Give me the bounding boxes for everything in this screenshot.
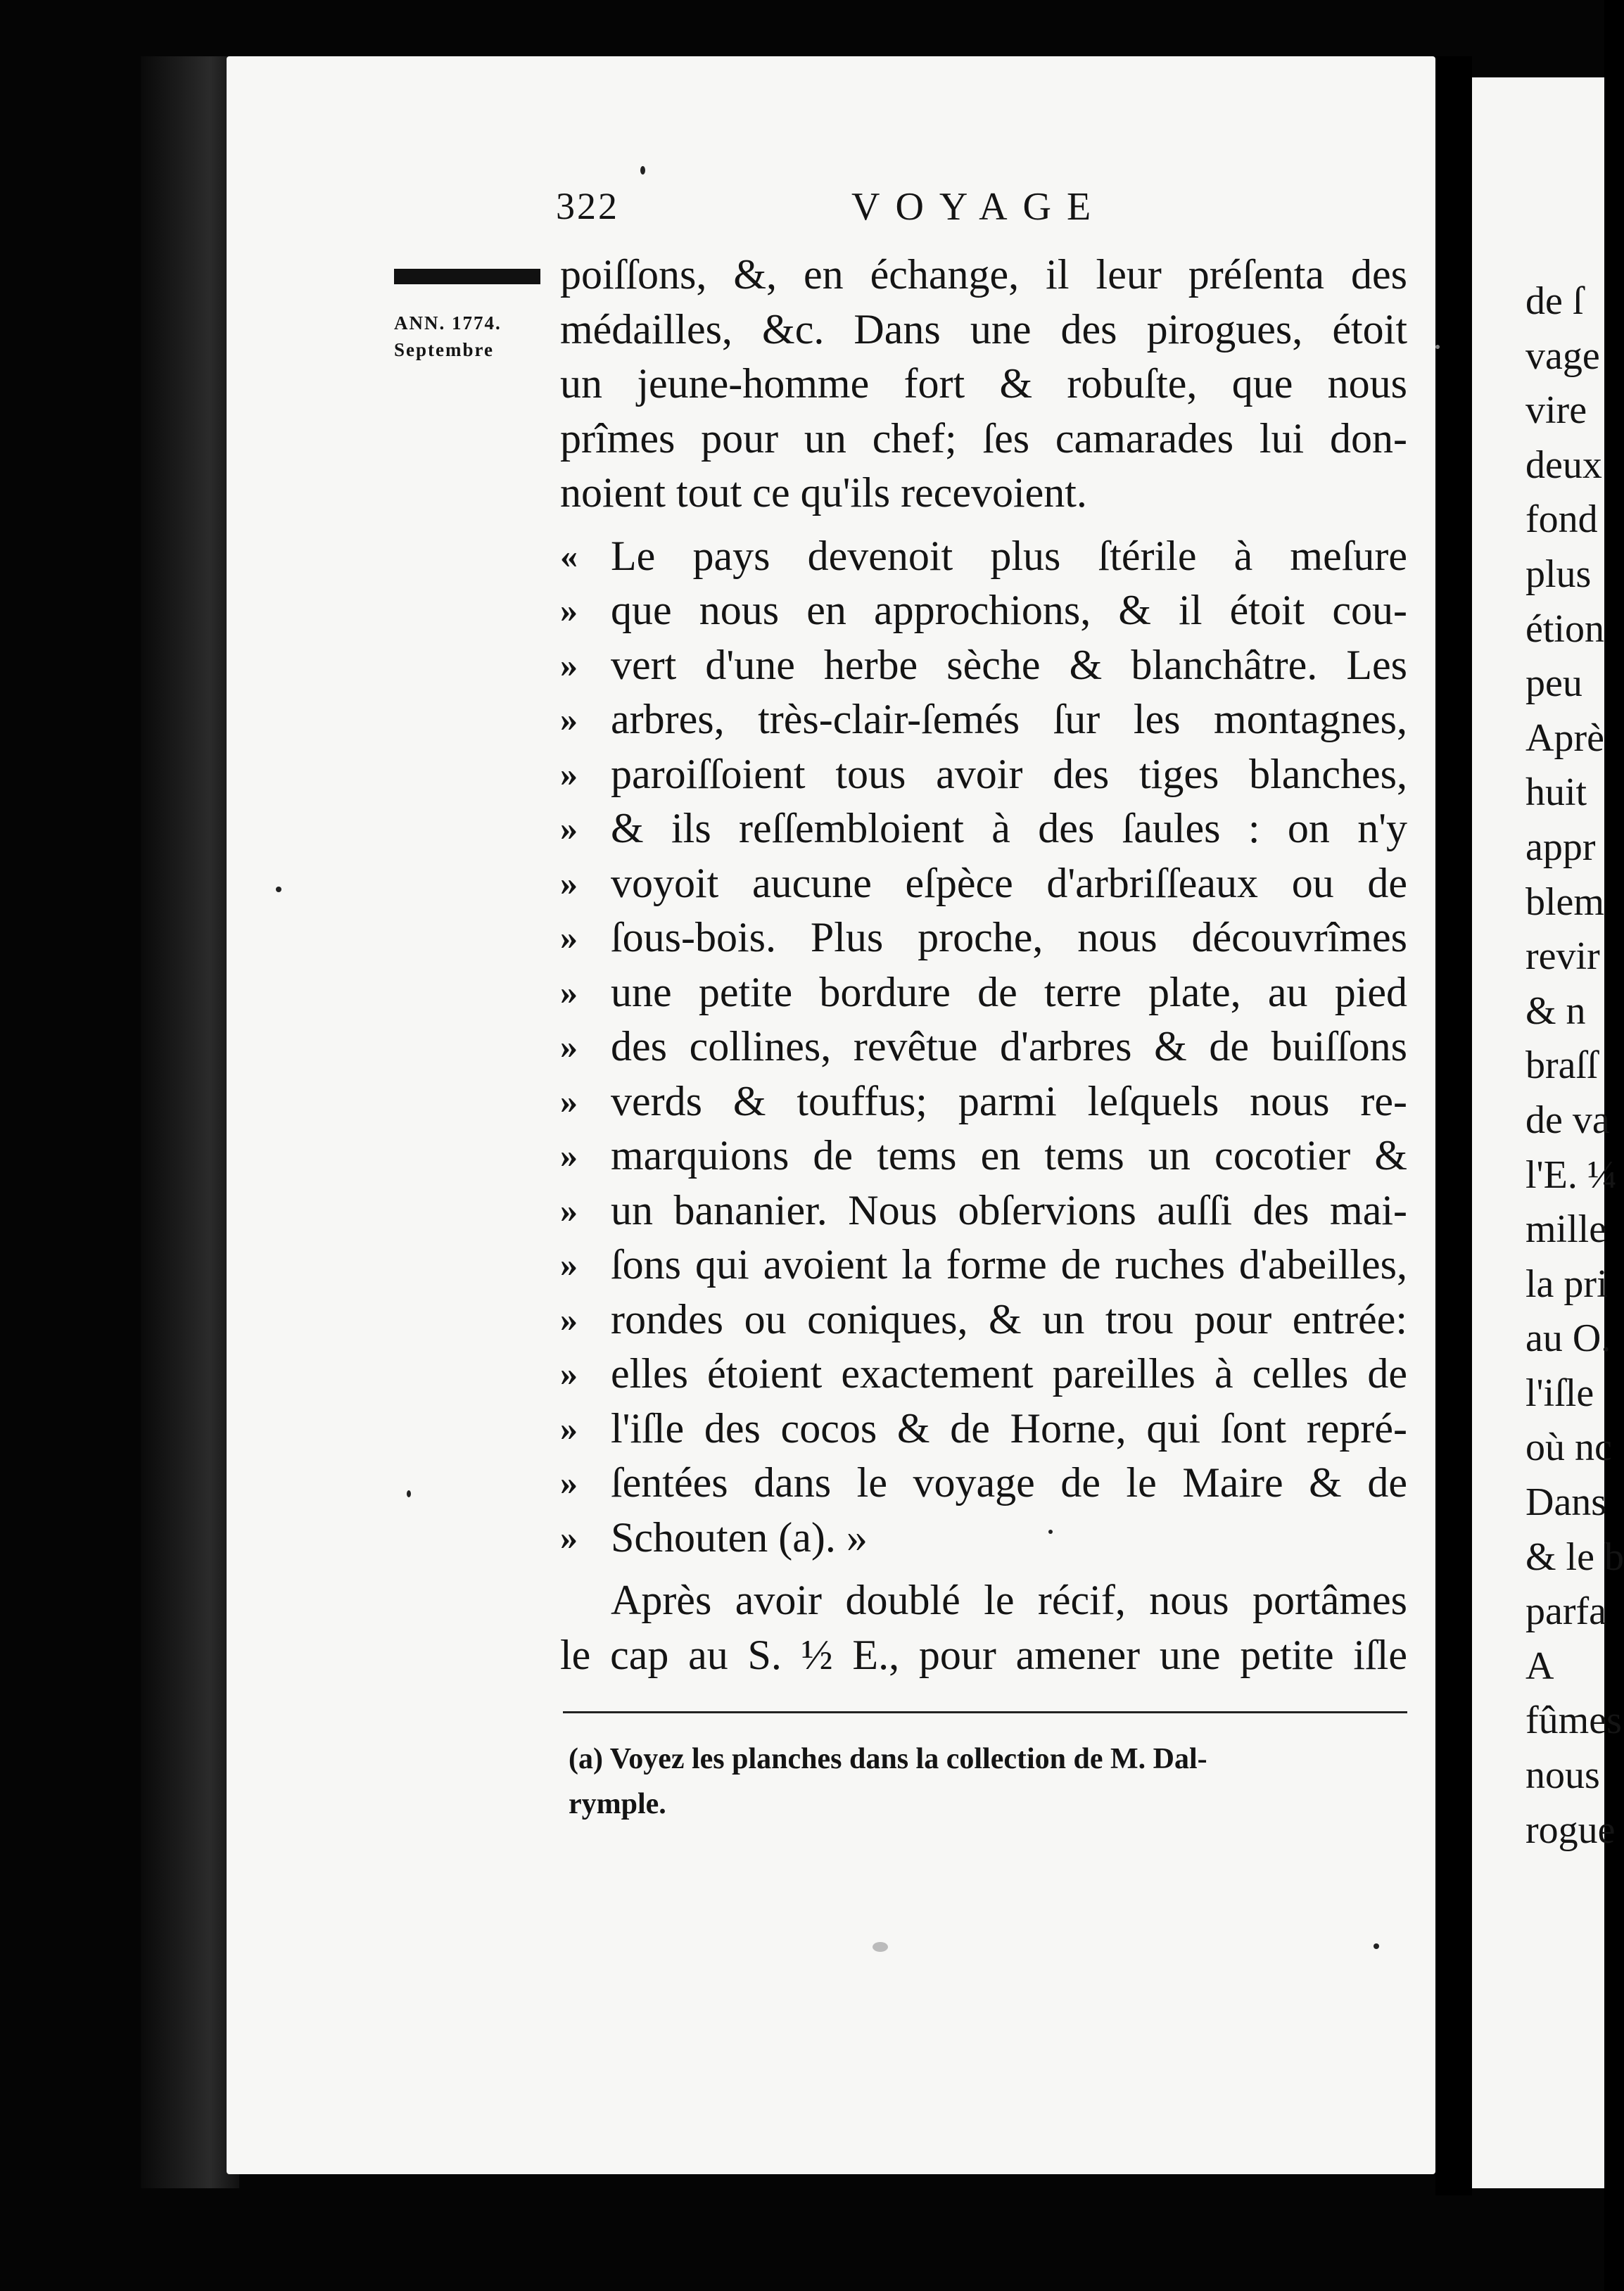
text-line: elles étoient exactement pareilles à celles de bbox=[611, 1350, 1407, 1397]
text-line: un bananier. Nous obſervions auſſi des mai- bbox=[611, 1186, 1407, 1233]
running-title: VOYAGE bbox=[851, 185, 1107, 229]
scan-speck bbox=[407, 1490, 411, 1497]
facing-line: deux bbox=[1525, 443, 1602, 487]
facing-line: vire bbox=[1525, 388, 1587, 433]
quote-mark: » bbox=[560, 645, 578, 685]
book-fore-edge bbox=[141, 56, 239, 2188]
text-line: verds & touffus; parmi leſquels nous re- bbox=[611, 1077, 1407, 1124]
scan-speck bbox=[276, 887, 281, 892]
facing-line: braſſ bbox=[1525, 1043, 1598, 1088]
text-line: une petite bordure de terre plate, au pied bbox=[611, 968, 1407, 1015]
facing-line: au O. bbox=[1525, 1316, 1611, 1361]
quote-mark: » bbox=[560, 699, 578, 739]
quote-mark: » bbox=[560, 1517, 578, 1557]
facing-line: blem bbox=[1525, 880, 1604, 924]
text-line: rondes ou coniques, & un trou pour entrée: bbox=[611, 1295, 1407, 1343]
facing-line: nous bbox=[1525, 1753, 1600, 1798]
facing-line: rogue bbox=[1525, 1808, 1616, 1852]
quote-mark: » bbox=[560, 1299, 578, 1339]
facing-line: fûmes bbox=[1525, 1699, 1622, 1743]
text-line: vert d'une herbe sèche & blanchâtre. Les bbox=[611, 641, 1407, 688]
open-quote-mark: « bbox=[560, 535, 578, 576]
facing-line: appr bbox=[1525, 825, 1596, 869]
text-line: Le pays devenoit plus ſtérile à meſure bbox=[611, 532, 1407, 579]
text-line: arbres, très-clair-ſemés ſur les montagnes, bbox=[611, 696, 1407, 742]
text-line: voyoit aucune eſpèce d'arbriſſeaux ou de bbox=[611, 859, 1407, 906]
text-line: ſons qui avoient la forme de ruches d'abeilles, bbox=[611, 1241, 1407, 1288]
facing-line: Dans bbox=[1525, 1480, 1607, 1525]
footnote-rule bbox=[563, 1711, 1407, 1713]
text-line: paroiſſoient tous avoir des tiges blanches, bbox=[611, 750, 1407, 797]
text-line: noient tout ce qu'ils recevoient. bbox=[560, 469, 1087, 516]
quote-mark: » bbox=[560, 1245, 578, 1284]
text-line: des collines, revêtue d'arbres & de buiſſons bbox=[611, 1023, 1407, 1070]
quote-mark: » bbox=[560, 1136, 578, 1175]
quoted-passage bbox=[560, 529, 1407, 1566]
text-line: Schouten (a). » bbox=[611, 1513, 868, 1561]
facing-line: plus bbox=[1525, 552, 1592, 596]
page-number: 322 bbox=[556, 185, 619, 227]
facing-line: Aprè bbox=[1525, 716, 1604, 760]
quote-mark: » bbox=[560, 1408, 578, 1448]
facing-line: étion bbox=[1525, 607, 1604, 651]
facing-page-text bbox=[1525, 274, 1624, 1858]
text-line: poiſſons, &, en échange, il leur préſenta des bbox=[560, 251, 1407, 298]
quote-mark: » bbox=[560, 972, 578, 1012]
facing-line: revir bbox=[1525, 934, 1600, 979]
footnote-line: rymple. bbox=[569, 1788, 666, 1820]
text-line: le cap au S. ½ E., pour amener une petite iſle bbox=[560, 1631, 1407, 1678]
page-header bbox=[556, 184, 1414, 241]
footnote bbox=[569, 1737, 1406, 1827]
text-line: que nous en approchions, & il étoit cou- bbox=[611, 587, 1407, 633]
quote-mark: » bbox=[560, 590, 578, 630]
facing-line: fond bbox=[1525, 497, 1598, 542]
quote-mark: » bbox=[560, 1190, 578, 1230]
quote-mark: » bbox=[560, 1463, 578, 1502]
facing-line: peu bbox=[1525, 661, 1582, 706]
text-line: & ils reſſembloient à des ſaules : on n'y bbox=[611, 805, 1407, 851]
text-line: ſous-bois. Plus proche, nous découvrîmes bbox=[611, 914, 1407, 960]
facing-line: de ſ bbox=[1525, 279, 1584, 323]
text-line: marquions de tems en tems un cocotier & bbox=[611, 1132, 1407, 1179]
facing-line: & le b bbox=[1525, 1535, 1624, 1579]
footnote-line: (a) Voyez les planches dans la collection de M. Dal- bbox=[569, 1743, 1207, 1775]
facing-line: mille bbox=[1525, 1207, 1607, 1252]
facing-line: l'E. ¼ bbox=[1525, 1153, 1617, 1197]
facing-line: où nc bbox=[1525, 1426, 1612, 1470]
text-line: un jeune-homme fort & robuſte, que nous bbox=[560, 360, 1407, 407]
scan-speck bbox=[873, 1942, 888, 1952]
text-line: médailles, &c. Dans une des pirogues, étoit bbox=[560, 305, 1407, 353]
facing-line: la pri bbox=[1525, 1262, 1608, 1306]
text-line: ſentées dans le voyage de le Maire & de bbox=[611, 1459, 1407, 1506]
facing-line: vage bbox=[1525, 334, 1600, 378]
margin-rule bbox=[394, 269, 540, 284]
text-line: prîmes pour un chef; ſes camarades lui don- bbox=[560, 414, 1407, 462]
facing-line: parfa bbox=[1525, 1589, 1607, 1634]
quote-mark: » bbox=[560, 1027, 578, 1066]
margin-note bbox=[394, 310, 556, 363]
quote-mark: » bbox=[560, 754, 578, 794]
scan-speck bbox=[1374, 1943, 1379, 1949]
book-gutter bbox=[1435, 56, 1472, 2195]
text-line: l'iſle des cocos & de Horne, qui ſont repré- bbox=[611, 1404, 1407, 1452]
facing-line: A bbox=[1525, 1644, 1554, 1688]
quote-mark: » bbox=[560, 918, 578, 957]
text-line: Après avoir doublé le récif, nous portâmes bbox=[611, 1577, 1407, 1623]
facing-line: de va bbox=[1525, 1098, 1610, 1142]
scan-speck bbox=[1435, 345, 1440, 349]
facing-line: l'iſle bbox=[1525, 1371, 1594, 1415]
facing-line: huit bbox=[1525, 770, 1587, 815]
facing-line: & n bbox=[1525, 989, 1586, 1033]
body-text bbox=[560, 248, 1407, 1682]
scan-speck bbox=[1048, 1530, 1053, 1534]
scan-speck bbox=[640, 166, 645, 174]
quote-mark: » bbox=[560, 1081, 578, 1121]
margin-note-year: ANN. 1774. bbox=[394, 312, 502, 334]
quote-mark: » bbox=[560, 1354, 578, 1393]
margin-note-month: Septembre bbox=[394, 339, 494, 360]
quote-mark: » bbox=[560, 808, 578, 848]
quote-mark: » bbox=[560, 863, 578, 903]
